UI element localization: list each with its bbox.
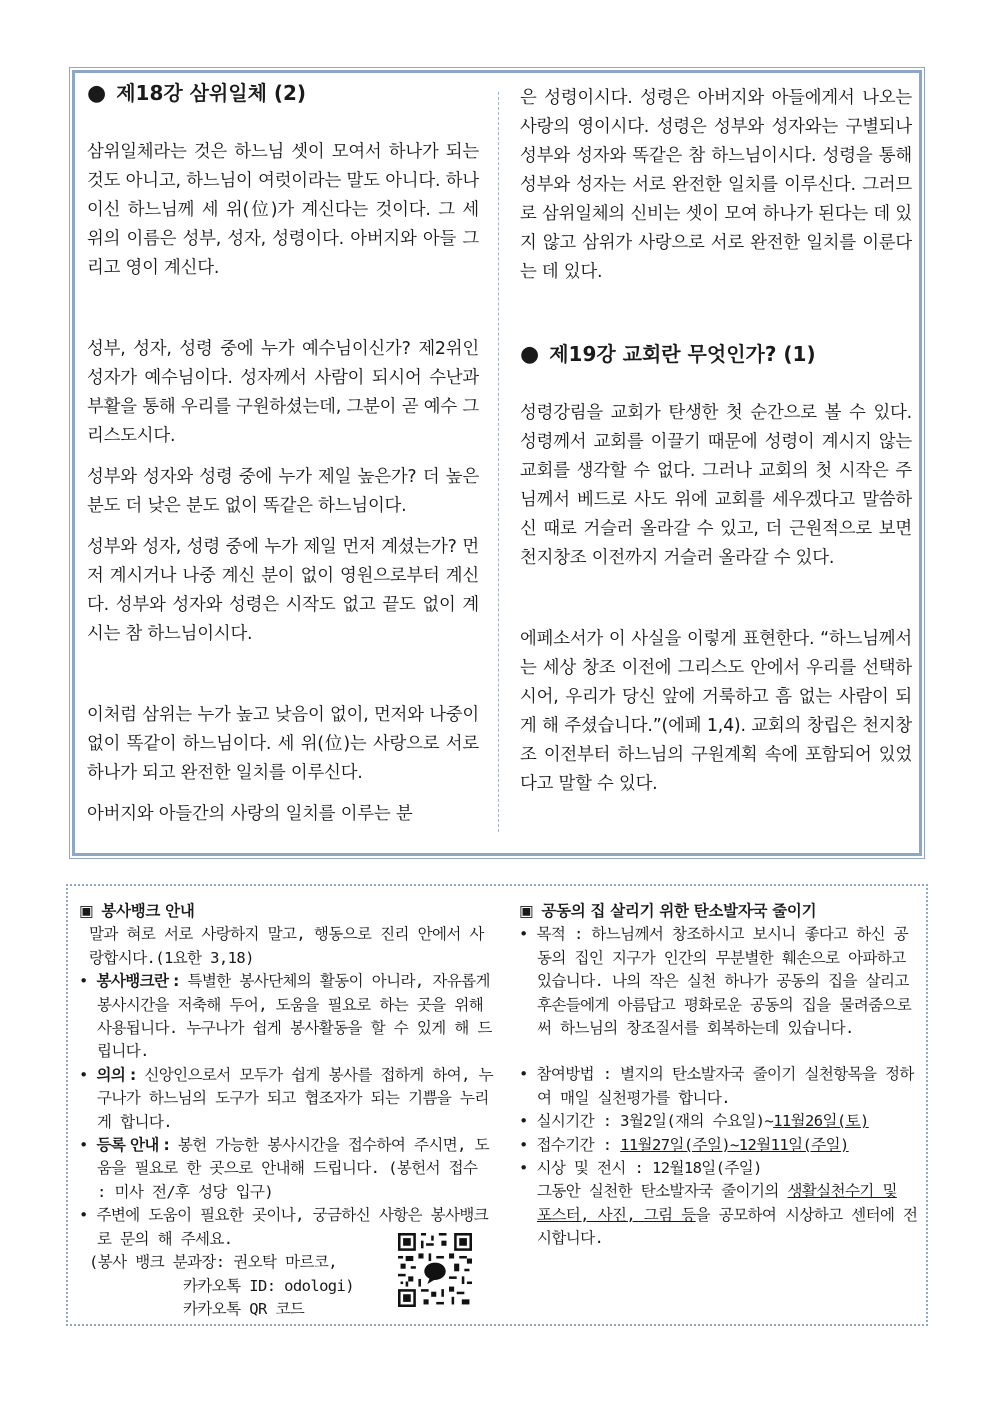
lecture18-paragraph-3: 성부와 성자와 성령 중에 누가 제일 높은가? 더 높은 분도 더 낮은 분도 없이 똑같은 하느님이다. [87,467,479,516]
bullet-icon: • [519,1135,528,1154]
lecture18-column [87,78,479,829]
lecture18-paragraph-4: 성부와 성자, 성령 중에 누가 제일 먼저 계셨는가? 먼저 계시거나 나중 계신 분이 없이 영원으로부터 계신다. 성부와 성자와 성령은 시작도 없고 끝도 없이 계시는 참 하느님이시다. [87,537,479,644]
lecture18-paragraph-6-continued: 은 성령이시다. 성령은 아버지와 아들에게서 나오는 사랑의 영이시다. 성령은 성부와 성자와는 구별되나 성부와 성자와 똑같은 참 하느님이시다. 성령을 통해 성부와 성자는 서로 완전한 일치를 이루신다. 그러므로 삼위일체의 신비는 셋이 모여 하나가 된다는 데 있지 않고 삼위가 사랑으로 서로 완전한 일치를 이룬다는 데 있다. [520,88,912,282]
bullet-icon: • [519,925,528,944]
volunteer-kakao-id: 카카오톡 ID: odologi) [183,1276,355,1295]
volunteer-item: • 주변에 도움이 필요한 곳이나, 궁금하신 사항은 봉사뱅크로 문의 해 주세요. [79,1206,489,1248]
volunteer-item: • 봉사뱅크란 : 특별한 봉사단체의 활동이 아니라, 자유롭게 봉사시간을 저축해 두어, 도움을 필요로 하는 곳을 위해 사용됩니다. 누구나가 쉽게 봉사활동을 할 수 있게 해 드립니다. [79,972,492,1061]
lecture19-paragraph-2: 에페소서가 이 사실을 이렇게 표현한다. “하느님께서는 세상 창조 이전에 그리스도 안에서 우리를 선택하시어, 우리가 당신 앞에 거룩하고 흠 없는 사람이 되게 해 주셨습니다.”(에페 1,4). 교회의 창립은 천지창조 이전부터 하느님의 구원계획 속에 포함되어 있었다고 말할 수 있다. [520,629,912,794]
bullet-icon: • [79,1136,88,1155]
square-marker-icon: ▣ [79,902,94,920]
lecture18-paragraph-6: 아버지와 아들간의 사랑의 일치를 이루는 분 [87,804,413,824]
bullet-icon: • [519,1065,528,1084]
carbon-award: • 시상 및 전시 : 12월18일(주일) [519,1159,762,1178]
bullet-icon: • [519,1159,528,1178]
bullet-icon: • [519,1112,528,1131]
kakao-qr-code-icon[interactable] [398,1233,472,1307]
lecture18-paragraph-5: 이처럼 삼위는 누가 높고 낮음이 없이, 먼저와 나중이 없이 똑같이 하느님이다. 세 위(位)는 사랑으로 서로 하나가 되고 완전한 일치를 이루신다. [87,705,479,783]
bullet-icon: ● [520,342,540,367]
square-marker-icon: ▣ [519,902,534,920]
lecture18-heading: ● 제18강 삼위일체 (2) [87,81,307,106]
lecture18-paragraph-2: 성부, 성자, 성령 중에 누가 예수님이신가? 제2위인 성자가 예수님이다. 성자께서 사람이 되시어 수난과 부활을 통해 우리를 구원하셨는데, 그분이 곧 예수 그리스도시다. [87,339,479,446]
volunteer-item: • 등록 안내 : 봉헌 가능한 봉사시간을 접수하여 주시면, 도움을 필요로 한 곳으로 안내해 드립니다. (봉헌서 접수 : 미사 전/후 성당 입구) [79,1136,489,1201]
bullet-icon: • [79,1206,88,1225]
volunteer-contact: (봉사 뱅크 분과장: 권오탁 마르코, [89,1253,337,1272]
carbon-period: • 실시기간 : 3월2일(재의 수요일)~11월26일(토) [519,1112,869,1131]
carbon-footprint-section [519,900,919,1251]
bullet-icon: • [79,1065,88,1084]
bullet-icon: ● [87,81,107,106]
volunteer-intro: 말과 혀로 서로 사랑하지 말고, 행동으로 진리 안에서 사랑합시다.(1요한 3,18) [89,925,484,967]
column-divider [498,92,499,832]
volunteer-qr-label: 카카오톡 QR 코드 [183,1299,305,1318]
lecture19-paragraph-1: 성령강림을 교회가 탄생한 첫 순간으로 볼 수 있다. 성령께서 교회를 이끌기 때문에 성령이 계시지 않는 교회를 생각할 수 없다. 그러나 교회의 첫 시작은 주님께서 베드로 사도 위에 교회를 세우겠다고 말씀하신 때로 거슬러 올라갈 수 있고, 더 근원적으로 보면 천지창조 이전까지 거슬러 올라갈 수 있다. [520,403,912,568]
carbon-receipt-period: • 접수기간 : 11월27일(주일)~12월11일(주일) [519,1135,849,1154]
carbon-heading: ▣ 공동의 집 살리기 위한 탄소발자국 줄이기 [519,902,817,920]
lecture18-paragraph-1: 삼위일체라는 것은 하느님 셋이 모여서 하나가 되는 것도 아니고, 하느님이 여럿이라는 말도 아니다. 하나이신 하느님께 세 위(位)가 계신다는 것이다. 그 세 위의 이름은 성부, 성자, 성령이다. 아버지와 아들 그리고 영이 계신다. [87,142,479,278]
carbon-method: • 참여방법 : 별지의 탄소발자국 줄이기 실천항목을 정하여 매일 실천평가를 합니다. [519,1065,914,1107]
carbon-award-detail: 그동안 실천한 탄소발자국 줄이기의 생활실천수기 및 포스터, 사진, 그림 등을 공모하여 시상하고 센터에 전시합니다. [537,1182,918,1248]
lecture19-heading: ● 제19강 교회란 무엇인가? (1) [520,342,816,367]
carbon-purpose: • 목적 : 하느님께서 창조하시고 보시니 좋다고 하신 공동의 집인 지구가 인간의 무분별한 훼손으로 아파하고 있습니다. 나의 작은 실천 하나가 공동의 집을 살리고 후손들에게 아름답고 평화로운 공동의 집을 물려줌으로써 하느님의 창조질서를 회복하는데 있습니다. [519,925,912,1038]
volunteer-item: • 의의 : 신앙인으로서 모두가 쉽게 봉사를 접하게 하여, 누구나가 하느님의 도구가 되고 협조자가 되는 기쁨을 누리게 합니다. [79,1065,493,1131]
bullet-icon: • [79,972,88,991]
lecture-column-right [520,84,912,799]
volunteer-heading: ▣ 봉사뱅크 안내 [79,902,195,920]
